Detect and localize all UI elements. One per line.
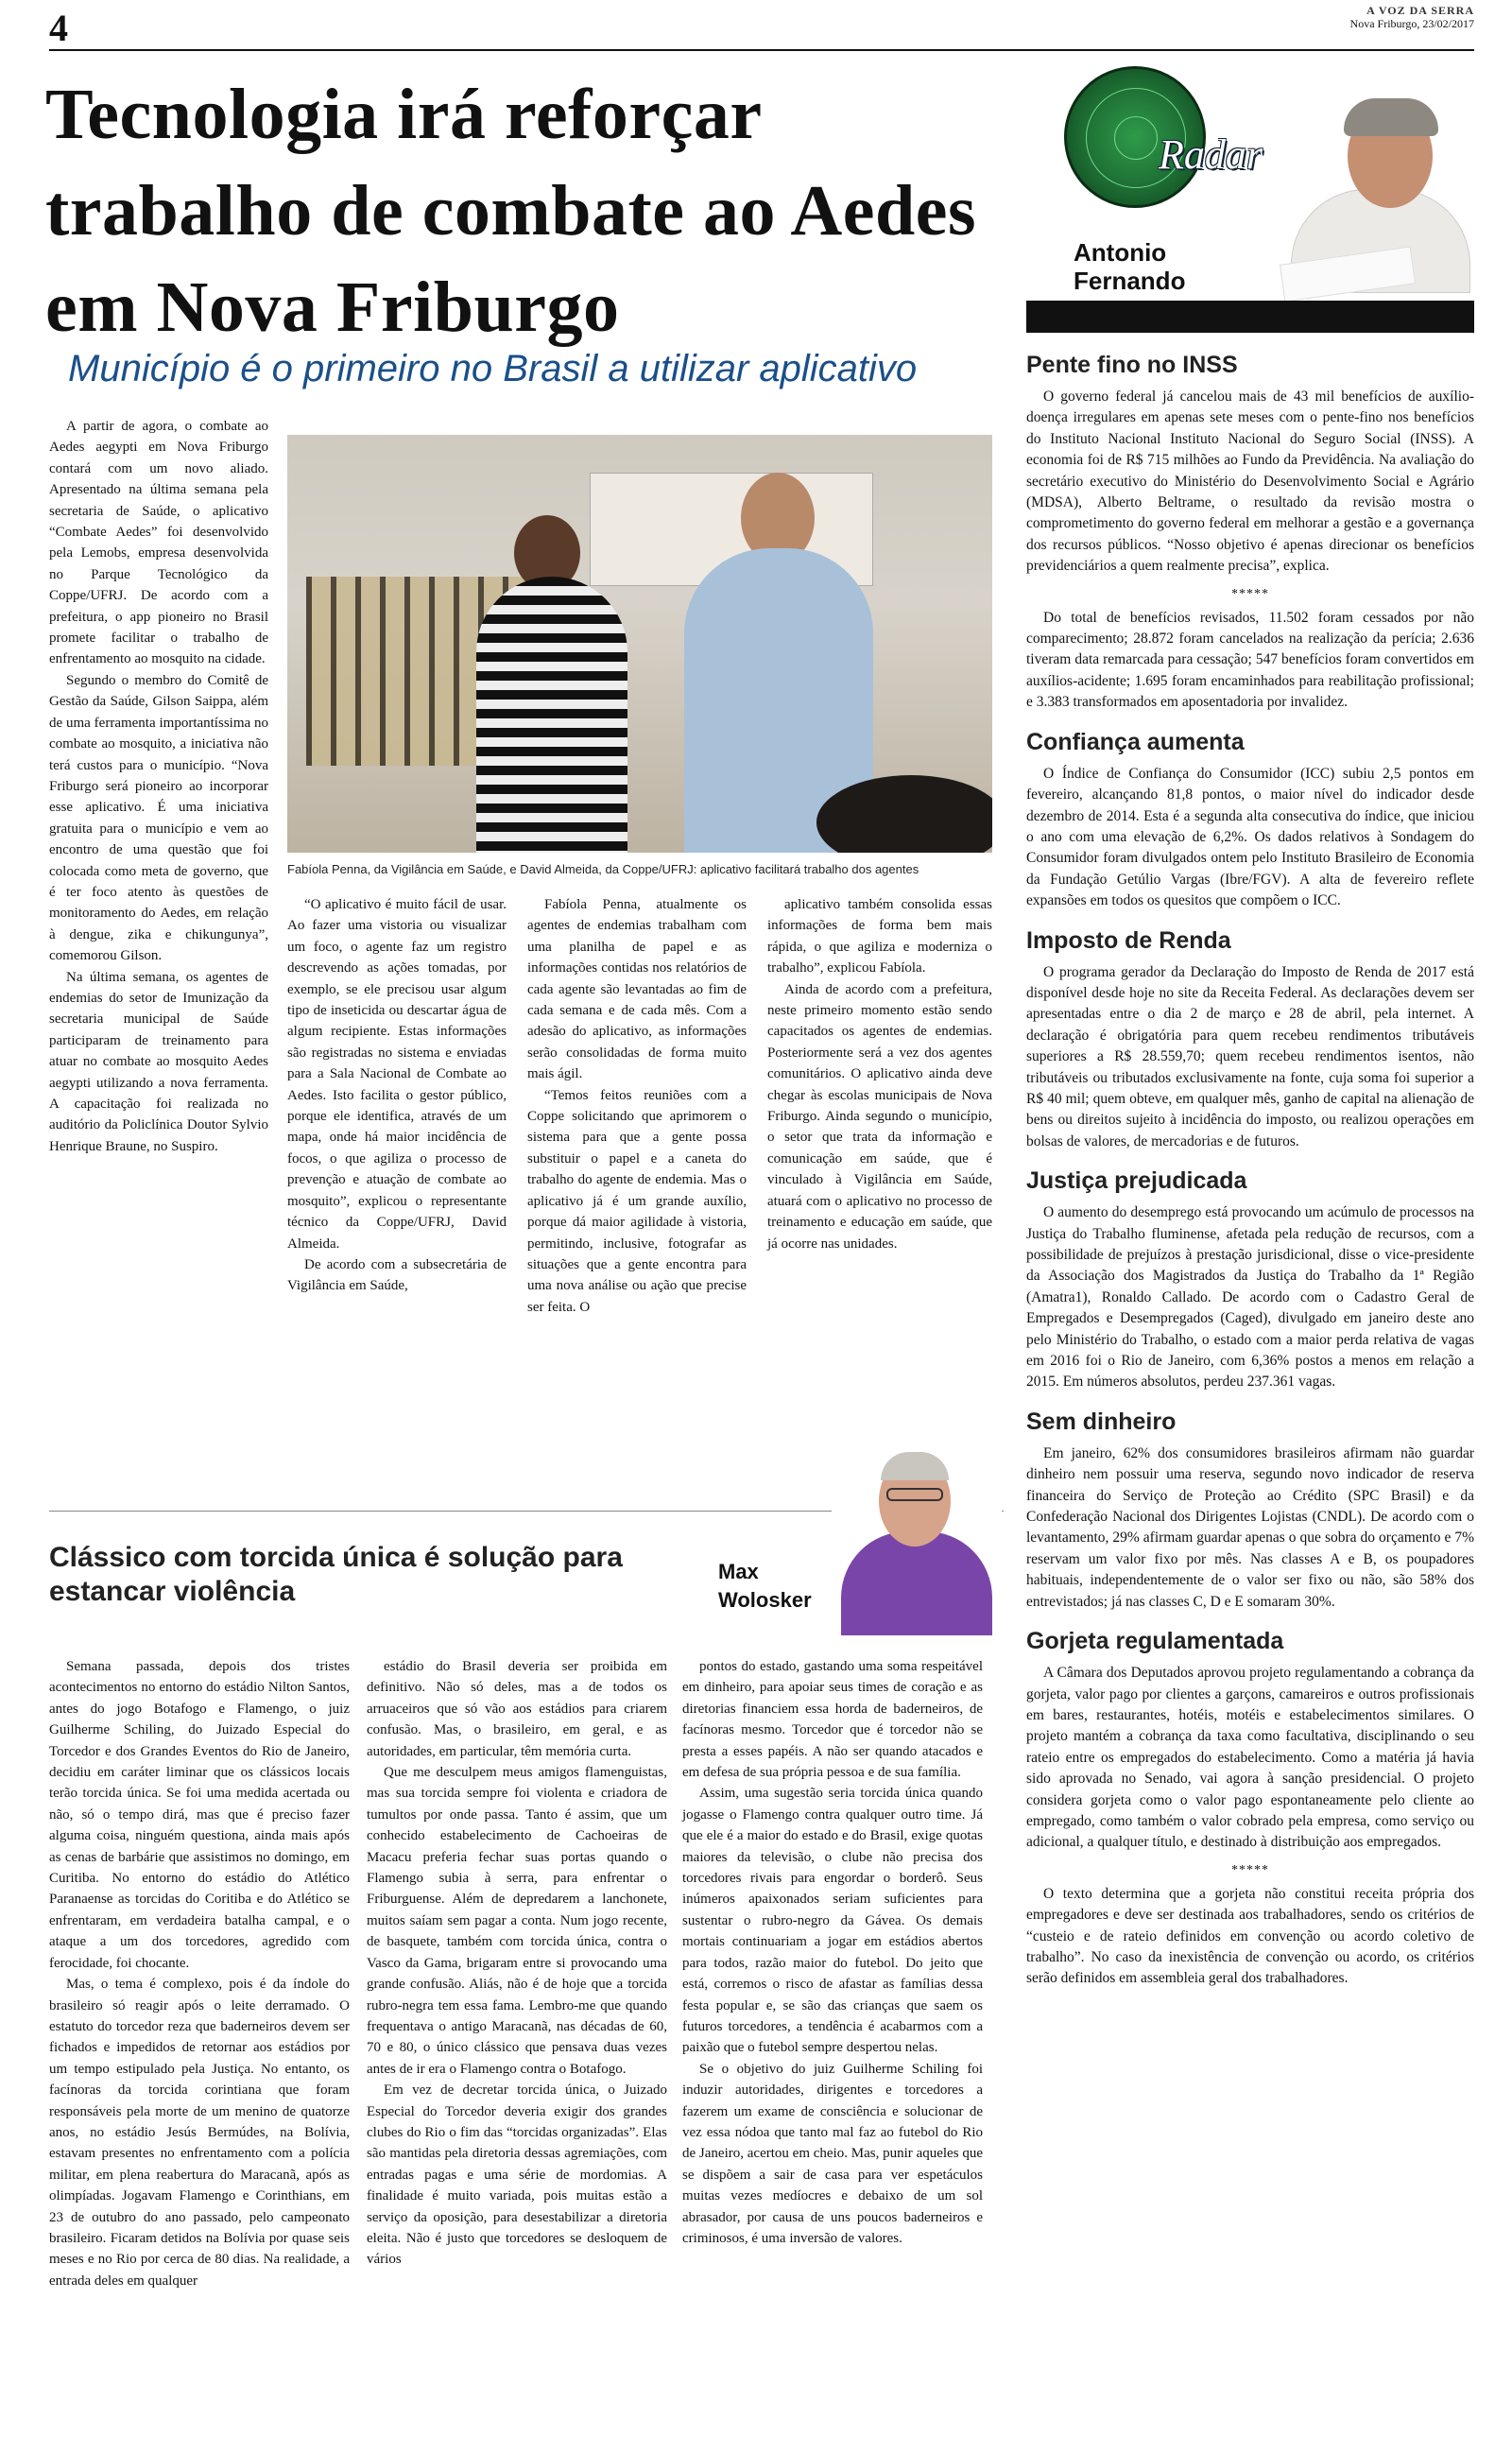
paragraph: aplicativo também consolida essas informações de forma bem mais rápida, o que agiliza e moderniza o trabalho”, explicou Fabíola. — [767, 897, 992, 976]
masthead-date: Nova Friburgo, 23/02/2017 — [1349, 17, 1474, 30]
note-paragraph: O governo federal já cancelou mais de 43 mil benefícios de auxílio-doença irregulares em apenas sete meses com o pente-fino nos benefícios do Instituto Nacional Instituto Nacional do Seguro Social (INSS). A economia foi de R$ 715 milhões ao Fundo da Previdência. Na avaliação do secretário executivo do Ministério do Desenvolvimento Social e Agrário (MDSA), Alberto Beltrame, o resultado da revisão mostra o comprometimento do governo federal em melhorar a gestão e a governança dos recursos públicos. “Nosso objetivo é apenas direcionar os benefícios previdenciários a quem realmente precisa”, explica. — [1026, 389, 1474, 575]
paragraph: Ainda de acordo com a prefeitura, neste primeiro momento estão sendo capacitados os agentes de endemias. Posteriormente será a vez dos agentes comunitários. O aplicativo ainda deve chegar às escolas municipais de Nova Friburgo. Ainda segundo o município, o setor que trata da informação e comunicação em saúde, que é vinculado à Vigilância em Saúde, atuará com o aplicativo no processo de treinamento e educação em saúde, que já ocorre nas unidades. — [767, 981, 992, 1252]
note-title: Confiança aumenta — [1026, 728, 1245, 755]
paragraph: Semana passada, depois dos tristes acontecimentos no entorno do estádio Nilton Santos, antes do jogo Botafogo e Flamengo, o juiz Guilherme Schiling, do Juizado Especial do Torcedor e dos Grandes Eventos do Rio de Janeiro, decidiu em caráter liminar que os clássicos locais terão torcida única. Se foi uma medida acertada ou não, só o tempo dirá, mas que é preciso fazer alguma coisa, ninguém questiona, ainda mais após as cenas de barbárie que assistimos no domingo, em Curitiba. No entorno do estádio do Atlético Paranaense as torcidas do Coritiba e do Atlético se enfrentaram, em verdadeira batalha campal, e o ataque a um dos torcedores, agredido com ferocidade, foi chocante. — [49, 1659, 350, 1971]
radar-column-name: Radar — [1159, 131, 1263, 178]
paragraph: pontos do estado, gastando uma soma respeitável em dinheiro, para apoiar seus times de coração e as diretorias financiem essa horda de baderneiros, de facínoras mesmo. Torcedor que é torcedor não se presta a esses papéis. A não ser quando atacados e em defesa de sua própria pessoa e de sua família. — [682, 1659, 983, 1781]
paragraph: Que me desculpem meus amigos flamenguistas, mas sua torcida sempre foi violenta e criadora de tumultos por onde passa. Tanto é assim, que um conhecido estabelecimento de Cachoeiras de Macacu preferia fechar suas portas quando o Flamengo subia à serra, para enfrentar o Friburguense. Além de depredarem a lanchonete, muitos saíam sem pagar a conta. Num jogo recente, de basquete, também com torcida única, contra o Vasco da Gama, brigaram entre si provocando uma grande confusão. Aliás, não é de hoje que a torcida rubro-negra tem essa fama. Lembro-me que quando frequentava o antigo Maracanã, nas décadas de 60, 70 e 80, o único clássico que pensava duas vezes antes de ir era o Flamengo contra o Botafogo. — [367, 1765, 667, 2077]
paragraph: “O aplicativo é muito fácil de usar. Ao fazer uma vistoria ou visualizar um foco, o agente faz um registro descrevendo as ações tomadas, por exemplo, se ele precisou usar algum tipo de inseticida ou descartar água de algum recipiente. Estas informações são registradas no sistema e enviadas para a Sala Nacional de Combate ao Aedes. Isto facilita o gestor público, porque ele identifica, através de um mapa, onde há maior incidência de focos, o que agiliza o processo de prevenção e atuação de combate ao mosquito”, explicou o representante técnico da Coppe/UFRJ, David Almeida. — [287, 897, 507, 1252]
paragraph: Fabíola Penna, atualmente os agentes de endemias trabalham com uma planilha de papel e as informações contidas nos relatórios de cada agente são levantadas ao fim de cada semana e de cada mês. Com a adesão do aplicativo, as informações serão consolidadas de forma muito mais ágil. — [527, 897, 747, 1082]
note-paragraph: O programa gerador da Declaração do Imposto de Renda de 2017 está disponível desde hoje no site da Receita Federal. As declarações devem ser apresentadas entre o dia 2 de março e 28 de abril, pela internet. A declaração é obrigatória para quem recebeu rendimentos tributáveis superiores a R$ 28.559,70; quem recebeu rendimentos isentos, não tributáveis ou tributados exclusivamente na fonte, cuja soma foi superior a R$ 40 mil; quem obteve, em qualquer mês, ganho de capital na alienação de bens ou direitos sujeito à incidência do imposto, ou realizou operações em bolsas de valores, de mercadorias e de futuros. — [1026, 963, 1474, 1149]
header-rule — [49, 49, 1474, 51]
author-hair — [881, 1452, 949, 1480]
note-paragraph: O Índice de Confiança do Consumidor (ICC) subiu 2,5 pontos em fevereiro, alcançando 81,8 pontos, o maior nível do indicador desde dezembro de 2014. Esta é a segunda alta consecutiva do índice, que iniciou o ano com uma elevação de 6,2%. Os dados relativos à Sondagem do Consumidor foram divulgados ontem pelo Instituto Brasileiro de Economia da Fundação Getúlio Vargas (Ibre/FGV). A alta de fevereiro reflete expansões em todos os quesitos que compõem o ICC. — [1026, 765, 1474, 909]
radar-band — [1026, 301, 1474, 333]
main-article-column-4 — [767, 894, 992, 1254]
page-number: 4 — [49, 7, 68, 49]
paragraph: Em vez de decretar torcida única, o Juizado Especial do Torcedor deveria exigir dos grandes clubes do Rio o fim das “torcidas organizadas”. Elas são mantidas pela diretoria dessas agremiações, com entradas pagas e uma série de mordomias. A finalidade é muito variada, pois muitas estão a serviço da oposição, para desestabilizar a diretoria eleita. Não é justo que torcedores se desloquem de vários — [367, 2082, 667, 2268]
radar-author — [1074, 238, 1185, 295]
article-photo — [287, 435, 992, 853]
author-first-name: Max — [718, 1560, 759, 1583]
note-title: Justiça prejudicada — [1026, 1167, 1247, 1195]
woman-figure — [476, 577, 627, 853]
note-paragraph: Em janeiro, 62% dos consumidores brasileiros afirmam não guardar dinheiro nem possuir uma reserva, segundo novo indicador de reserva financeira do Serviço de Proteção ao Crédito (SPC Brasil) e da Confederação Nacional dos Dirigentes Lojistas (CNDL). De acordo com o levantamento, 29% afirmam guardar apenas o que sobra do orçamento e 7% reservam um valor fixo por mês. Nas classes A e B, os poupadores habituais, independentemente de o valor ser fixo ou não, são 58% dos entrevistados; já nas classes C, D e E somaram 30%. — [1026, 1444, 1474, 1610]
paragraph: Se o objetivo do juiz Guilherme Schiling foi induzir autoridades, dirigentes e torcedores a fazerem um exame de consciência e solucionar de vez essa nódoa que tanto mal faz ao futebol do Rio de Janeiro, acertou em cheio. Mas, punir aqueles que se dispõem a sair de casa para ver espetáculos muitas vezes medíocres e debaixo de um sol abrasador, por causa de uns poucos baderneiros e criminosos, é uma inversão de valores. — [682, 2061, 983, 2246]
main-article-column-3 — [527, 894, 747, 1318]
note-separator: ***** — [1231, 586, 1269, 601]
note-paragraph: Do total de benefícios revisados, 11.502 foram cessados por não comparecimento; 28.872 foram cancelados na realização da perícia; 2.636 tiveram data remarcada para cessação; 547 benefícios foram convertidos em auxílios-acidente; 1.695 foram encaminhados para reabilitação profissional; e 3.383 transformados em aposentadoria por invalidez. — [1026, 609, 1474, 711]
radar-author-first: Antonio — [1074, 238, 1167, 267]
columnist-hair — [1344, 98, 1438, 136]
columnist-photo — [1281, 85, 1470, 293]
author-glasses — [886, 1488, 943, 1501]
opinion-column-3 — [682, 1656, 983, 2249]
note-title: Sem dinheiro — [1026, 1408, 1177, 1435]
note-title: Imposto de Renda — [1026, 926, 1231, 954]
note-title: Gorjeta regulamentada — [1026, 1628, 1284, 1655]
main-headline: Tecnologia irá reforçar trabalho de combate ao Aedes em Nova Friburgo — [45, 75, 977, 347]
note-separator: ***** — [1231, 1862, 1269, 1877]
paragraph: “Temos feitos reuniões com a Coppe solicitando que aprimorem o sistema para que a gente possa substituir o papel e a caneta do trabalho do agente de endemia. Mas o aplicativo já é um grande auxílio, porque dá maior agilidade à vistoria, permitindo, inclusive, fotografar as situações que a gente encontra para uma nova análise ou ação que precise ser feita. O — [527, 1087, 747, 1315]
paragraph: Assim, uma sugestão seria torcida única quando jogasse o Flamengo contra qualquer outro time. Já que ele é a maior do estado e do Brasil, exige quotas maiores da televisão, o clube não precisa dos torcedores rivais para engordar o borderô. Seus inúmeros apaixonados seriam suficientes para sustentar o rubro-negro da Gávea. Os demais mortais continuariam a jogar em estádios abertos para todos, razão maior do futebol. Do jeito que está, corremos o risco de afastar as famílias dessa festa popular e, se são das crianças que saem os futuros torcedores, a tendência é acabarmos com a paixão que o futebol sempre despertou nelas. — [682, 1786, 983, 2056]
paragraph: De acordo com a subsecretária de Vigilância em Saúde, — [287, 1256, 507, 1294]
paragraph: A partir de agora, o combate ao Aedes aegypti em Nova Friburgo contará com um novo aliado. Apresentado na última semana pela secretaria de Saúde, o aplicativo “Combate Aedes” foi desenvolvido pela Lemobs, empresa desenvolvida no Parque Tecnológico da Coppe/UFRJ. De acordo com a prefeitura, o app pioneiro no Brasil promete facilitar o trabalho de enfrentamento ao mosquito na cidade. — [49, 419, 268, 667]
author-shirt — [841, 1531, 992, 1635]
note-paragraph: O texto determina que a gorjeta não constitui receita própria dos empregadores e deve ser destinada aos trabalhadores, sendo os critérios de “custeio e de rateio definidos em convenção ou acordo coletivo de trabalho”. No caso da inexistência de convenção ou acordo, os critérios serão definidos em assembleia geral dos trabalhadores. — [1026, 1885, 1474, 1987]
opinion-column-2 — [367, 1656, 667, 2271]
radar-column-header — [1026, 57, 1474, 333]
paragraph: Segundo o membro do Comitê de Gestão da Saúde, Gilson Saippa, além de uma ferramenta importantíssima no combate ao mosquito, a iniciativa não terá custos para o município. “Nova Friburgo será pioneiro ao incorporar esse aplicativo. É uma iniciativa gratuita para o município e vem ao encontro de uma questão que foi colocada como meta de governo, que é ter foco atento às questões de monitoramento do Aedes, em relação à dengue, zika e chikungunya”, comemorou Gilson. — [49, 672, 268, 964]
note-paragraph: A Câmara dos Deputados aprovou projeto regulamentando a cobrança da gorjeta, valor pago por clientes a garçons, camareiros e outros profissionais em bares, restaurantes, hotéis, motéis e estabelecimentos similares. O projeto mantém a cobrança da taxa como facultativa, disciplinando o seu rateio entre os empregados do estabelecimento. Como a matéria já havia sido aprovada no Senado, vai agora à sanção presidencial. O projeto considera gorjeta como o valor pago espontaneamente pelo cliente ao empregado, como também o valor cobrado pela empresa, como serviço ou adicional, a qualquer título, e destinado à distribuição aos empregados. — [1026, 1665, 1474, 1851]
paragraph: estádio do Brasil deveria ser proibida em definitivo. Não só deles, mas a de todos os arruaceiros que só vão aos estádios para criarem confusão. Mas, o brasileiro, em geral, e as autoridades, em particular, têm memória curta. — [367, 1659, 667, 1759]
author-byline — [718, 1558, 812, 1615]
main-article-column-1 — [49, 416, 268, 1157]
note-paragraph: O aumento do desemprego está provocando um acúmulo de processos na Justiça do Trabalho fluminense, afetada pela redução de recursos, com a possibilidade de prejuízos à prestação jurisdicional, disse o vice-presidente da Associação dos Magistrados da Justiça do Trabalho da 1ª Região (Amatra1), Ronaldo Callado. De acordo com o Cadastro Geral de Empregados e Desempregados (Caged), divulgado em janeiro deste ano pelo Ministério do Trabalho, o estado com a maior perda relativa de vagas em 2016 foi o Rio de Janeiro, com 6,36% postos a menos em relação a 2015. Em números absolutos, perdeu 237.361 vagas. — [1026, 1204, 1474, 1391]
main-article-column-2 — [287, 894, 507, 1297]
opinion-title: Clássico com torcida única é solução para estancar violência — [49, 1542, 623, 1607]
main-subhead: Município é o primeiro no Brasil a utilizar aplicativo — [68, 348, 918, 389]
paragraph: Mas, o tema é complexo, pois é da índole do brasileiro só reagir após o leite derramado. O estatuto do torcedor reza que baderneiros devem ser fichados e impedidos de retornar aos estádios por um tempo estipulado pela Justiça. No entanto, os facínoras da torcida corintiana que foram responsáveis pela morte de um menino de quatorze anos, no estádio Jesús Bermúdes, na Bolívia, estavam presentes no enfrentamento com a polícia militar, em plena reabertura do Maracanã, após as olimpíadas. Jogavam Flamengo e Corinthians, em 23 de outubro do ano passado, pelo campeonato brasileiro. Ficaram detidos na Bolívia por quase seis meses e no Rio por cerca de 80 dias. Na realidade, a entrada deles em qualquer — [49, 1977, 350, 2289]
author-last-name: Wolosker — [718, 1588, 812, 1612]
note-title: Pente fino no INSS — [1026, 352, 1238, 378]
masthead-name: A VOZ DA SERRA — [1366, 4, 1474, 17]
masthead — [1350, 4, 1474, 30]
radar-author-last: Fernando — [1074, 267, 1186, 295]
paragraph: Na última semana, os agentes de endemias do setor de Imunização da secretaria municipal de Saúde participaram de treinamento para atuar no combate ao mosquito Aedes aegypti utilizando a nova ferramenta. A capacitação foi realizada no auditório da Policlínica Doutor Sylvio Henrique Braune, no Suspiro. — [49, 969, 268, 1154]
photo-caption: Fabíola Penna, da Vigilância em Saúde, e David Almeida, da Coppe/UFRJ: aplicativo facilitará trabalho dos agentes — [287, 862, 919, 876]
opinion-column-1 — [49, 1656, 350, 2291]
radar-notes — [1026, 337, 1474, 1990]
author-photo — [832, 1437, 1002, 1635]
